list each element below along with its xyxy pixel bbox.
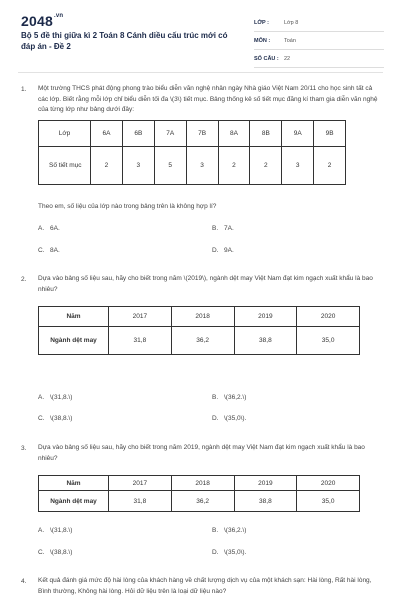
- question-text: Kết quả đánh giá mức độ hài lòng của khách hàng về chất lượng dịch vụ của một khách sạn: Hài lòng, Rất hài lòng, Bình thường, Không hài lòng. Hỏi dữ liệu trên là loại dữ liệu nào?: [38, 577, 372, 595]
- option-letter: D.: [212, 549, 219, 556]
- question-number: 1.: [21, 86, 27, 93]
- table-row: [39, 147, 346, 185]
- table-cell: 3: [122, 147, 154, 185]
- table-cell: 2: [218, 147, 250, 185]
- table-cell: 5: [154, 147, 186, 185]
- option-text: \(31,8.\): [50, 394, 73, 401]
- table-cell: 2017: [109, 476, 172, 491]
- exam-meta: [254, 14, 384, 68]
- answer-option-c[interactable]: [38, 247, 60, 254]
- answer-option-a[interactable]: [38, 527, 72, 534]
- site-logo[interactable]: [21, 13, 63, 29]
- option-text: 9A.: [224, 247, 234, 254]
- question-text: Dựa vào bảng số liệu sau, hãy cho biết trong năm 2019, ngành dệt may Việt Nam đạt kim ngạch xuất khẩu là bao nhiêu?: [38, 444, 365, 462]
- table-cell: 2020: [297, 307, 360, 327]
- answer-option-a[interactable]: [38, 225, 60, 232]
- table-cell: 2: [250, 147, 282, 185]
- table-cell: 3: [282, 147, 314, 185]
- answer-option-a[interactable]: [38, 394, 72, 401]
- table-cell: 7B: [186, 121, 218, 147]
- table-cell: 35,0: [297, 491, 360, 512]
- option-text: 8A.: [50, 247, 60, 254]
- table-cell: 31,8: [109, 327, 172, 355]
- question-subtext: Theo em, số liệu của lớp nào trong bảng trên là không hợp lí?: [38, 203, 217, 210]
- meta-key: LỚP :: [254, 19, 269, 26]
- table-cell: 8B: [250, 121, 282, 147]
- table-header-row: [39, 476, 360, 491]
- answer-option-c[interactable]: [38, 415, 72, 422]
- option-letter: C.: [38, 549, 45, 556]
- option-text: \(36,2.\): [224, 394, 247, 401]
- table-cell: Năm: [39, 476, 109, 491]
- answer-option-c[interactable]: [38, 549, 72, 556]
- table-row: [39, 491, 360, 512]
- meta-subject-row: [254, 32, 384, 50]
- table-cell: 2: [91, 147, 123, 185]
- option-letter: B.: [212, 394, 219, 401]
- logo-suffix: .vn: [53, 13, 64, 19]
- option-letter: A.: [38, 527, 45, 534]
- table-cell: 9A: [282, 121, 314, 147]
- header-divider: [18, 72, 383, 73]
- option-text: \(35,0\).: [224, 549, 247, 556]
- table-cell: 2018: [171, 307, 234, 327]
- table-cell: 2020: [297, 476, 360, 491]
- table-cell: 8A: [218, 121, 250, 147]
- answer-option-d[interactable]: [212, 415, 246, 422]
- option-letter: D.: [212, 247, 219, 254]
- logo-text: 2048: [21, 13, 53, 29]
- meta-value: 22: [284, 55, 291, 62]
- table-cell: 36,2: [171, 327, 234, 355]
- question-text: Một trường THCS phát động phong trào biểu diễn văn nghệ nhân ngày Nhà giáo Việt Nam 20/11 cho học sinh tất cả các lớp. Biết rằng mỗi lớp chỉ biểu diễn tối đa \(3\) tiết mục. Bảng thống kê số tiết mục đăng kí tham gia diễn văn nghệ của từng lớp như bảng dưới đây:: [38, 85, 378, 113]
- table-header-row: [39, 307, 360, 327]
- table-cell: 38,8: [234, 327, 297, 355]
- meta-class-row: [254, 14, 384, 32]
- class-performance-table: [38, 120, 346, 185]
- table-cell: 2018: [171, 476, 234, 491]
- table-row-label: Ngành dệt may: [39, 327, 109, 355]
- option-text: \(38,8.\): [50, 549, 73, 556]
- table-cell: 3: [186, 147, 218, 185]
- meta-value: Toán: [284, 37, 296, 44]
- option-text: 7A.: [224, 225, 234, 232]
- option-letter: D.: [212, 415, 219, 422]
- answer-option-b[interactable]: [212, 394, 246, 401]
- meta-key: MÔN :: [254, 37, 271, 44]
- option-letter: A.: [38, 394, 45, 401]
- option-text: \(31,8.\): [50, 527, 73, 534]
- option-text: \(35,0\).: [224, 415, 247, 422]
- question-number: 4.: [21, 578, 27, 585]
- table-cell: 38,8: [234, 491, 297, 512]
- option-letter: B.: [212, 225, 219, 232]
- table-cell: 2: [314, 147, 346, 185]
- table-cell: 2019: [234, 476, 297, 491]
- textile-export-table: [38, 475, 360, 512]
- question-number: 3.: [21, 445, 27, 452]
- option-text: \(36,2.\): [224, 527, 247, 534]
- table-cell: 6A: [91, 121, 123, 147]
- answer-option-d[interactable]: [212, 247, 234, 254]
- table-cell: 2019: [234, 307, 297, 327]
- table-cell: 2017: [109, 307, 172, 327]
- table-cell: 31,8: [109, 491, 172, 512]
- table-row-label: Số tiết mục: [39, 147, 91, 185]
- table-row: [39, 327, 360, 355]
- question-text: Dựa vào bảng số liệu sau, hãy cho biết trong năm \(2019\), ngành dệt may Việt Nam đạt kim ngạch xuất khẩu là bao nhiêu?: [38, 275, 373, 293]
- table-cell: 7A: [154, 121, 186, 147]
- answer-option-d[interactable]: [212, 549, 246, 556]
- table-cell: 36,2: [171, 491, 234, 512]
- option-letter: B.: [212, 527, 219, 534]
- option-text: \(38,8.\): [50, 415, 73, 422]
- option-letter: C.: [38, 415, 45, 422]
- table-row-label: Ngành dệt may: [39, 491, 109, 512]
- table-cell: Lớp: [39, 121, 91, 147]
- option-letter: C.: [38, 247, 45, 254]
- meta-count-row: [254, 50, 384, 68]
- meta-value: Lớp 8: [284, 19, 299, 26]
- table-header-row: [39, 121, 346, 147]
- table-cell: 6B: [122, 121, 154, 147]
- answer-option-b[interactable]: [212, 527, 246, 534]
- table-cell: 35,0: [297, 327, 360, 355]
- option-letter: A.: [38, 225, 45, 232]
- answer-option-b[interactable]: [212, 225, 234, 232]
- meta-key: SỐ CÂU :: [254, 55, 279, 62]
- option-text: 6A.: [50, 225, 60, 232]
- textile-export-table: [38, 306, 360, 355]
- question-number: 2.: [21, 276, 27, 283]
- table-cell: 9B: [314, 121, 346, 147]
- table-cell: Năm: [39, 307, 109, 327]
- document-title: Bộ 5 đề thi giữa kì 2 Toán 8 Cánh diều cấu trúc mới có đáp án - Đề 2: [21, 31, 228, 51]
